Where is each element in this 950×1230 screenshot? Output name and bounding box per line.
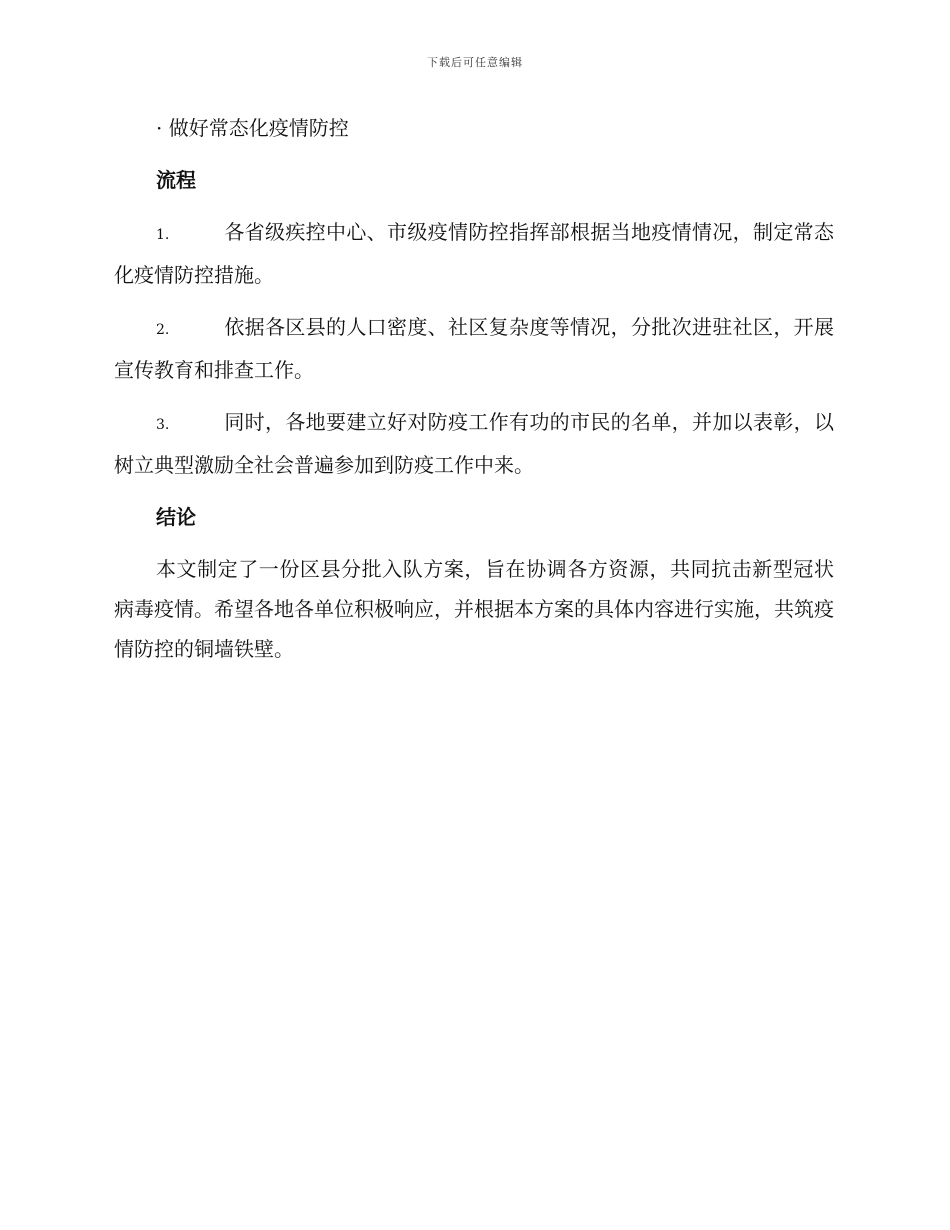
list-number: 1. (156, 227, 170, 243)
list-item-text: 依据各区县的人口密度、社区复杂度等情况，分批次进驻社区，开展宣传教育和排查工作。 (114, 315, 834, 382)
section-heading-process: 流程 (156, 168, 196, 192)
list-item-1 (114, 212, 834, 295)
page-header-note: 下载后可任意编辑 (427, 56, 523, 69)
bullet-item: · 做好常态化疫情防控 (156, 116, 349, 140)
list-item-3 (114, 402, 834, 485)
conclusion-paragraph: 本文制定了一份区县分批入队方案，旨在协调各方资源，共同抗击新型冠状病毒疫情。希望各地各单位积极响应，并根据本方案的具体内容进行实施，共筑疫情防控的铜墙铁壁。 (114, 557, 834, 661)
list-item-text: 各省级疾控中心、市级疫情防控指挥部根据当地疫情情况，制定常态化疫情防控措施。 (114, 220, 834, 287)
list-item-2 (114, 307, 834, 390)
section-heading-conclusion: 结论 (156, 505, 196, 529)
list-number: 3. (156, 417, 170, 433)
document-body (114, 108, 834, 669)
list-item-text: 同时，各地要建立好对防疫工作有功的市民的名单，并加以表彰，以树立典型激励全社会普遍参加到防疫工作中来。 (114, 410, 834, 477)
list-number: 2. (156, 322, 170, 338)
